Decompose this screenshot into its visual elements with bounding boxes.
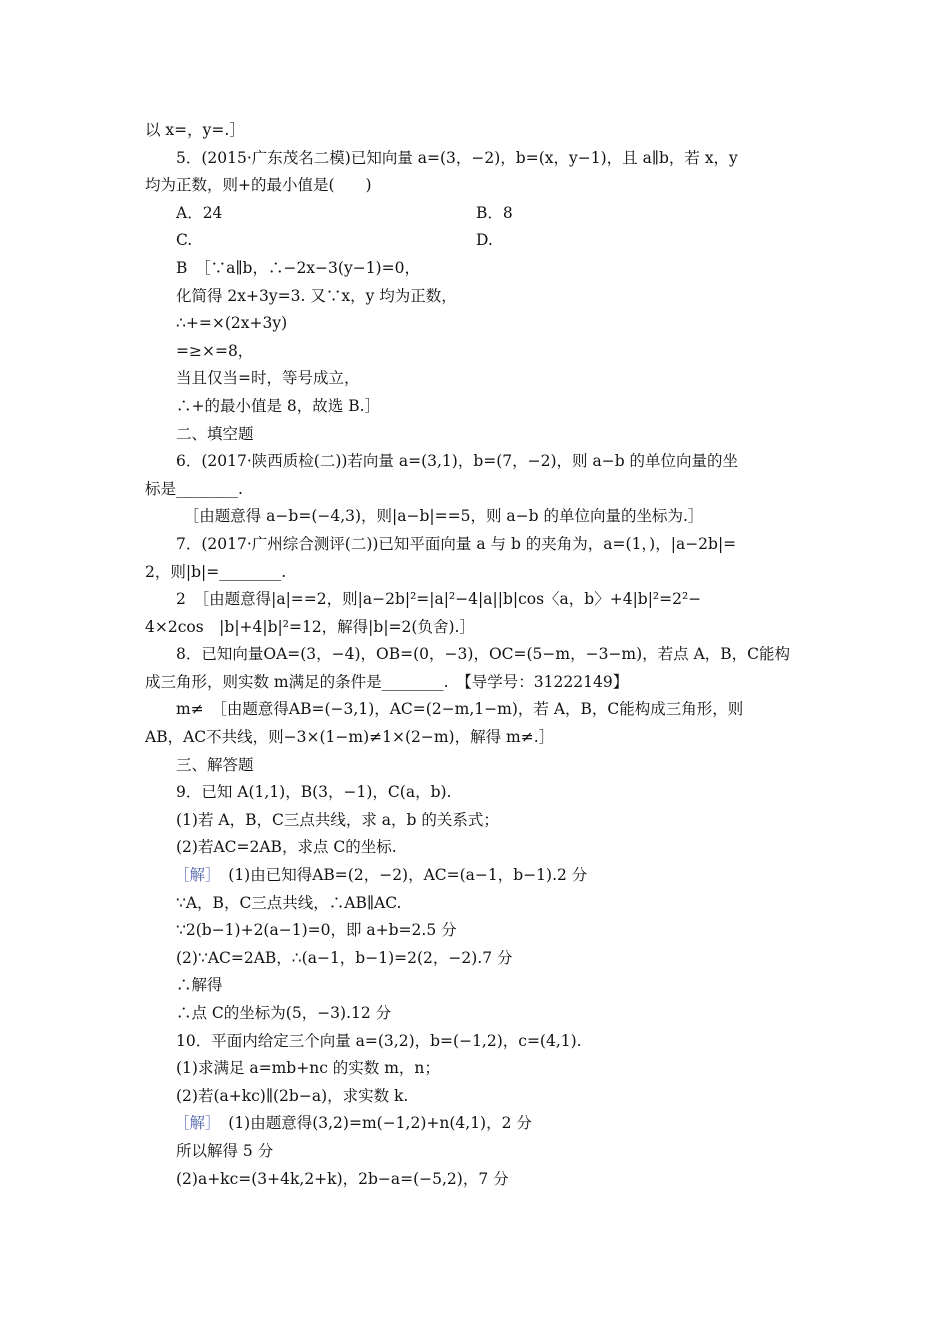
- text-line: [145, 145, 810, 173]
- text-line: [145, 779, 810, 807]
- text-line: [145, 1028, 810, 1056]
- line-text: ∴+的最小值是 8，故选 B.］: [176, 396, 381, 415]
- line-text: (1)由已知得AB=(2，−2)，AC=(a−1，b−1).2 分: [212, 866, 588, 885]
- line-text: ∴点 C的坐标为(5，−3).12 分: [176, 1004, 392, 1022]
- text-line: [145, 531, 810, 559]
- line-text: 7．(2017·广州综合测评(二))已知平面向量 a 与 b 的夹角为，a=(1，)，|a−2b|=: [176, 534, 737, 553]
- text-line: [145, 283, 810, 311]
- text-line: [145, 1083, 810, 1111]
- line-text: 三、解答题: [176, 755, 254, 774]
- text-line: [145, 200, 810, 228]
- line-text: 成三角形，则实数 m满足的条件是________. 【导学号：31222149】: [145, 672, 629, 691]
- line-text: 2，则|b|=________.: [145, 562, 287, 581]
- line-text: =≥×=8，: [176, 341, 254, 360]
- line-text: (2)若AC=2AB，求点 C的坐标.: [176, 838, 397, 857]
- line-text: 10．平面内给定三个向量 a=(3,2)，b=(−1,2)，c=(4,1).: [176, 1031, 582, 1050]
- text-line: [145, 945, 810, 973]
- text-line: [145, 807, 810, 835]
- text-line: [145, 724, 810, 752]
- text-line: [145, 917, 810, 945]
- text-line: [145, 255, 810, 283]
- option-left: A．24: [176, 203, 223, 222]
- text-line: [145, 172, 810, 200]
- line-text: ∵2(b−1)+2(a−1)=0，即 a+b=2.5 分: [176, 921, 457, 940]
- text-line: [145, 1166, 810, 1194]
- text-line: [145, 421, 810, 449]
- line-text: ［由题意得 a−b=(−4,3)，则|a−b|==5，则 a−b 的单位向量的坐标为.］: [176, 507, 704, 526]
- text-line: [145, 669, 810, 697]
- text-line: [145, 310, 810, 338]
- line-text: 以 x=，y=.］: [145, 121, 245, 139]
- text-line: [145, 393, 810, 421]
- text-line: [145, 476, 810, 504]
- line-text: ∴解得: [176, 976, 223, 995]
- line-text: AB，AC不共线，则−3×(1−m)≠1×(2−m)，解得 m≠.］: [145, 728, 555, 747]
- option-right: B．8: [476, 203, 513, 222]
- line-text: 所以解得 5 分: [176, 1141, 274, 1160]
- text-line: [145, 559, 810, 587]
- line-text: (1)由题意得(3,2)=m(−1,2)+n(4,1)，2 分: [212, 1114, 532, 1133]
- text-line: [145, 117, 810, 145]
- text-line: [145, 1055, 810, 1083]
- text-line: [145, 338, 810, 366]
- line-text: 9．已知 A(1,1)，B(3，−1)，C(a，b).: [176, 783, 452, 802]
- line-text: 8．已知向量OA=(3，−4)，OB=(0，−3)，OC=(5−m，−3−m)，若点 A，B，C能构: [176, 645, 791, 664]
- text-line: [145, 1000, 810, 1028]
- text-line: [145, 227, 810, 255]
- document-body: [145, 117, 810, 1193]
- line-text: (2)a+kc=(3+4k,2+k)，2b−a=(−5,2)，7 分: [176, 1169, 509, 1188]
- line-text: m≠ ［由题意得AB=(−3,1)，AC=(2−m,1−m)，若 A，B，C能构成三角形，则: [176, 700, 744, 719]
- text-line: [145, 972, 810, 1000]
- text-line: [145, 834, 810, 862]
- line-text: B ［∵a∥b，∴−2x−3(y−1)=0，: [176, 258, 420, 277]
- text-line: [145, 641, 810, 669]
- line-text: 当且仅当=时，等号成立，: [176, 369, 360, 388]
- text-line: [145, 696, 810, 724]
- line-text: 化简得 2x+3y=3. 又∵x，y 均为正数，: [176, 286, 457, 305]
- option-right: D.: [476, 231, 493, 250]
- line-text: ∴+=×(2x+3y): [176, 314, 288, 333]
- line-text: 标是________.: [145, 479, 243, 498]
- text-line: [145, 890, 810, 918]
- text-line: [145, 614, 810, 642]
- text-line: [145, 862, 810, 890]
- line-text: (1)求满足 a=mb+nc 的实数 m，n；: [176, 1059, 440, 1078]
- line-text: ∵A，B，C三点共线，∴AB∥AC.: [176, 893, 402, 912]
- line-text: (2)∵AC=2AB，∴(a−1，b−1)=2(2，−2).7 分: [176, 948, 513, 967]
- text-line: [145, 1110, 810, 1138]
- text-line: [145, 586, 810, 614]
- solution-tag: ［解］: [174, 866, 213, 885]
- text-line: [145, 1138, 810, 1166]
- line-text: (1)若 A，B，C三点共线，求 a，b 的关系式；: [176, 810, 499, 829]
- option-left: C.: [176, 231, 193, 250]
- line-text: 4×2cos |b|+4|b|²=12，解得|b|=2(负舍).］: [145, 617, 475, 636]
- line-text: 均为正数，则+的最小值是( ): [145, 176, 372, 195]
- line-text: 二、填空题: [176, 424, 254, 443]
- text-line: [145, 448, 810, 476]
- line-text: 2 ［由题意得|a|==2，则|a−2b|²=|a|²−4|a||b|cos〈a，b〉+4|b|²=2²−: [176, 590, 702, 609]
- line-text: (2)若(a+kc)∥(2b−a)，求实数 k.: [176, 1086, 409, 1105]
- text-line: [145, 503, 810, 531]
- text-line: [145, 365, 810, 393]
- solution-tag: ［解］: [174, 1114, 213, 1133]
- line-text: 6．(2017·陕西质检(二))若向量 a=(3,1)，b=(7，−2)，则 a−b 的单位向量的坐: [176, 452, 739, 471]
- text-line: [145, 752, 810, 780]
- line-text: 5．(2015·广东茂名二模)已知向量 a=(3，−2)，b=(x，y−1)，且 a∥b，若 x，y: [176, 148, 738, 167]
